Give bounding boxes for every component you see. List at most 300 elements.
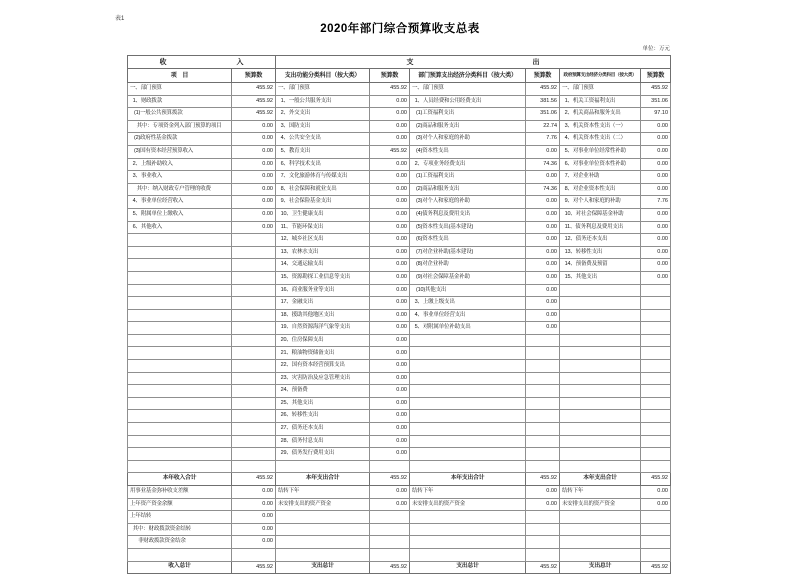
budget-value-cell — [641, 360, 671, 373]
budget-value-cell: 455.92 — [232, 561, 276, 574]
corner-note: 表1 — [115, 16, 125, 22]
budget-value-cell: 0.00 — [232, 511, 276, 524]
table-row — [128, 360, 671, 373]
item-label-cell — [410, 536, 526, 549]
budget-value-cell: 0.00 — [232, 158, 276, 171]
budget-value-cell: 0.00 — [232, 120, 276, 133]
item-label-cell: 2、机关商品和服务支出 — [560, 108, 641, 121]
item-label-cell: (6)资本性支出 — [410, 234, 526, 247]
budget-value-cell — [526, 536, 560, 549]
budget-value-cell: 0.00 — [526, 271, 560, 284]
item-label-cell — [560, 435, 641, 448]
budget-value-cell: 0.00 — [526, 246, 560, 259]
item-label-cell: (9)对社会保障基金补助 — [410, 271, 526, 284]
budget-value-cell: 0.00 — [370, 397, 410, 410]
budget-value-cell — [370, 460, 410, 473]
budget-value-cell — [641, 523, 671, 536]
item-label-cell — [560, 448, 641, 461]
item-label-cell: 18、援助其他地区支出 — [276, 309, 370, 322]
budget-value-cell — [641, 448, 671, 461]
budget-value-cell: 0.00 — [526, 297, 560, 310]
budget-value-cell: 0.00 — [526, 196, 560, 209]
budget-value-cell: 0.00 — [526, 284, 560, 297]
item-label-cell: 21、粮油物资储备支出 — [276, 347, 370, 360]
table-row — [128, 309, 671, 322]
budget-value-cell: 0.00 — [370, 297, 410, 310]
item-label-cell — [410, 435, 526, 448]
item-label-cell: 2、专项业务经费支出 — [410, 158, 526, 171]
item-label-cell: 本年支出合计 — [560, 473, 641, 486]
item-label-cell — [560, 397, 641, 410]
budget-value-cell: 455.92 — [232, 95, 276, 108]
item-label-cell — [128, 246, 232, 259]
table-row — [128, 208, 671, 221]
table-row — [128, 183, 671, 196]
item-label-cell: 3、上缴上级支出 — [410, 297, 526, 310]
budget-value-cell: 0.00 — [641, 259, 671, 272]
budget-value-cell: 22.74 — [526, 120, 560, 133]
budget-value-cell: 0.00 — [370, 448, 410, 461]
item-label-cell: (3)对个人和家庭的补助 — [410, 196, 526, 209]
unit-note: 单位：万元 — [642, 46, 670, 52]
budget-value-cell: 455.92 — [641, 83, 671, 96]
budget-value-cell — [526, 360, 560, 373]
budget-value-cell: 0.00 — [370, 435, 410, 448]
budget-summary-table — [127, 55, 671, 574]
table-row — [128, 372, 671, 385]
item-label-cell: 一、部门预算 — [560, 83, 641, 96]
item-label-cell: 5、教育支出 — [276, 145, 370, 158]
budget-value-cell: 0.00 — [370, 423, 410, 436]
item-label-cell: 支出总计 — [560, 561, 641, 574]
item-label-cell: 12、债务还本支出 — [560, 234, 641, 247]
item-label-cell: 7、对企业补助 — [560, 171, 641, 184]
item-label-cell: 本年支出合计 — [276, 473, 370, 486]
budget-value-cell: 0.00 — [232, 133, 276, 146]
budget-value-cell — [526, 435, 560, 448]
budget-value-cell: 381.56 — [526, 95, 560, 108]
item-label-cell — [560, 410, 641, 423]
item-label-cell — [276, 548, 370, 561]
budget-value-cell: 0.00 — [526, 234, 560, 247]
item-label-cell: 收入总计 — [128, 561, 232, 574]
budget-value-cell: 0.00 — [641, 158, 671, 171]
item-label-cell: 26、转移性支出 — [276, 410, 370, 423]
item-label-cell: 11、节能环保支出 — [276, 221, 370, 234]
budget-value-cell — [232, 372, 276, 385]
table-row — [128, 297, 671, 310]
budget-value-cell: 0.00 — [232, 221, 276, 234]
budget-value-cell — [641, 548, 671, 561]
item-label-cell — [410, 334, 526, 347]
item-label-cell: 23、灾害防治及应急管理支出 — [276, 372, 370, 385]
budget-value-cell: 0.00 — [370, 410, 410, 423]
table-row — [128, 133, 671, 146]
item-label-cell: 2、外交支出 — [276, 108, 370, 121]
table-row — [128, 145, 671, 158]
budget-value-cell: 0.00 — [370, 158, 410, 171]
table-row — [128, 171, 671, 184]
item-label-cell: 3、机关资本性支出（一） — [560, 120, 641, 133]
budget-value-cell — [641, 334, 671, 347]
item-label-cell — [128, 423, 232, 436]
budget-value-cell: 0.00 — [370, 309, 410, 322]
item-label-cell: 14、预备费及预留 — [560, 259, 641, 272]
item-label-cell: 27、债务还本支出 — [276, 423, 370, 436]
budget-value-cell — [641, 460, 671, 473]
budget-value-cell: 0.00 — [370, 322, 410, 335]
item-label-cell — [276, 536, 370, 549]
item-label-cell: (2)政府性基金拨款 — [128, 133, 232, 146]
budget-value-cell: 0.00 — [526, 171, 560, 184]
item-label-cell — [410, 397, 526, 410]
item-label-cell — [560, 360, 641, 373]
budget-value-cell: 0.00 — [526, 208, 560, 221]
item-label-cell: 13、农林水支出 — [276, 246, 370, 259]
table-row — [128, 246, 671, 259]
item-label-cell — [560, 385, 641, 398]
budget-value-cell — [526, 334, 560, 347]
table-row — [128, 95, 671, 108]
budget-value-cell — [641, 284, 671, 297]
budget-value-cell — [370, 548, 410, 561]
item-label-cell: (1)一般公共预算拨款 — [128, 108, 232, 121]
item-label-cell: 28、债务付息支出 — [276, 435, 370, 448]
item-label-cell: 一、部门预算 — [410, 83, 526, 96]
item-label-cell: 20、住房保障支出 — [276, 334, 370, 347]
item-label-cell: 24、预备费 — [276, 385, 370, 398]
budget-value-cell — [232, 548, 276, 561]
item-label-cell — [410, 548, 526, 561]
budget-value-cell — [232, 259, 276, 272]
budget-value-cell — [526, 548, 560, 561]
budget-value-cell — [526, 523, 560, 536]
budget-value-cell — [232, 347, 276, 360]
item-label-cell: (1)工资福利支出 — [410, 171, 526, 184]
col-header-budget: 预算数 — [641, 69, 671, 83]
item-label-cell: 未安排支出的资产资金 — [276, 498, 370, 511]
item-label-cell: 其中：专项资金列入部门预算的项目 — [128, 120, 232, 133]
budget-value-cell — [232, 322, 276, 335]
table-row — [128, 196, 671, 209]
budget-value-cell: 0.00 — [641, 208, 671, 221]
item-label-cell: 1、一般公共服务支出 — [276, 95, 370, 108]
item-label-cell: (4)资本性支出 — [410, 145, 526, 158]
budget-value-cell: 0.00 — [370, 284, 410, 297]
item-label-cell — [560, 297, 641, 310]
section-header-row — [128, 56, 671, 69]
col-header-dept-economic-class: 部门预算支出经济分类科目（按大类） — [410, 69, 526, 83]
item-label-cell — [276, 523, 370, 536]
item-label-cell: 8、社会保障和就业支出 — [276, 183, 370, 196]
budget-value-cell: 0.00 — [370, 360, 410, 373]
expenditure-section-header: 支 出 — [276, 56, 671, 69]
item-label-cell: 3、国防支出 — [276, 120, 370, 133]
budget-value-cell — [641, 423, 671, 436]
item-label-cell: 15、其他支出 — [560, 271, 641, 284]
budget-value-cell: 0.00 — [370, 108, 410, 121]
item-label-cell: 4、事业单位经营支出 — [410, 309, 526, 322]
item-label-cell — [560, 423, 641, 436]
budget-value-cell: 0.00 — [641, 221, 671, 234]
budget-value-cell: 0.00 — [370, 385, 410, 398]
item-label-cell — [410, 460, 526, 473]
item-label-cell: (2)商品和服务支出 — [410, 183, 526, 196]
budget-value-cell: 0.00 — [370, 372, 410, 385]
budget-value-cell: 74.36 — [526, 158, 560, 171]
budget-value-cell — [641, 397, 671, 410]
budget-value-cell: 0.00 — [526, 259, 560, 272]
item-label-cell: 13、转移性支出 — [560, 246, 641, 259]
budget-value-cell — [641, 410, 671, 423]
item-label-cell: 支出总计 — [410, 561, 526, 574]
budget-value-cell — [641, 322, 671, 335]
budget-value-cell: 0.00 — [526, 322, 560, 335]
table-row — [128, 536, 671, 549]
item-label-cell — [128, 284, 232, 297]
budget-value-cell: 0.00 — [641, 486, 671, 499]
budget-value-cell — [232, 234, 276, 247]
item-label-cell — [128, 322, 232, 335]
table-row — [128, 486, 671, 499]
item-label-cell: 未安排支出的资产资金 — [560, 498, 641, 511]
item-label-cell — [128, 448, 232, 461]
budget-value-cell: 455.92 — [232, 473, 276, 486]
item-label-cell: 1、机关工资福利支出 — [560, 95, 641, 108]
budget-value-cell — [641, 372, 671, 385]
budget-value-cell: 0.00 — [232, 536, 276, 549]
table-row — [128, 221, 671, 234]
budget-value-cell: 455.92 — [526, 473, 560, 486]
budget-value-cell: 0.00 — [641, 234, 671, 247]
budget-value-cell: 0.00 — [232, 145, 276, 158]
budget-value-cell: 455.92 — [370, 561, 410, 574]
item-label-cell — [410, 523, 526, 536]
item-label-cell — [560, 347, 641, 360]
item-label-cell: 4、公共安全支出 — [276, 133, 370, 146]
budget-value-cell: 7.76 — [526, 133, 560, 146]
item-label-cell — [560, 372, 641, 385]
item-label-cell: 4、事业单位经营收入 — [128, 196, 232, 209]
budget-value-cell: 455.92 — [370, 473, 410, 486]
item-label-cell — [410, 372, 526, 385]
item-label-cell — [560, 334, 641, 347]
col-header-functional-class: 支出功能分类科目（按大类） — [276, 69, 370, 83]
budget-value-cell: 0.00 — [370, 334, 410, 347]
budget-value-cell: 0.00 — [370, 171, 410, 184]
budget-value-cell: 0.00 — [232, 498, 276, 511]
item-label-cell: 1、财政拨款 — [128, 95, 232, 108]
budget-value-cell: 0.00 — [641, 246, 671, 259]
budget-value-cell — [370, 511, 410, 524]
item-label-cell: 8、对企业资本性支出 — [560, 183, 641, 196]
item-label-cell: 29、债务发行费用支出 — [276, 448, 370, 461]
budget-value-cell — [232, 423, 276, 436]
budget-value-cell — [232, 410, 276, 423]
budget-value-cell — [232, 460, 276, 473]
item-label-cell — [128, 372, 232, 385]
budget-value-cell: 0.00 — [232, 523, 276, 536]
budget-value-cell: 455.92 — [232, 108, 276, 121]
col-header-budget: 预算数 — [370, 69, 410, 83]
item-label-cell: 17、金融支出 — [276, 297, 370, 310]
budget-value-cell — [232, 271, 276, 284]
col-header-item: 项 目 — [128, 69, 232, 83]
table-row — [128, 347, 671, 360]
budget-value-cell — [526, 460, 560, 473]
item-label-cell — [276, 460, 370, 473]
item-label-cell: 10、对社会保障基金补助 — [560, 208, 641, 221]
item-label-cell: 上年资产资金余额 — [128, 498, 232, 511]
table-row — [128, 511, 671, 524]
budget-value-cell: 0.00 — [370, 234, 410, 247]
col-header-gov-economic-class: 政府预算支出经济分类科目（按大类） — [560, 69, 641, 83]
budget-value-cell — [232, 435, 276, 448]
budget-value-cell — [526, 347, 560, 360]
item-label-cell — [410, 423, 526, 436]
item-label-cell — [276, 511, 370, 524]
budget-value-cell — [526, 385, 560, 398]
table-row — [128, 523, 671, 536]
budget-value-cell: 0.00 — [370, 221, 410, 234]
item-label-cell: 16、商业服务业等支出 — [276, 284, 370, 297]
item-label-cell — [128, 360, 232, 373]
budget-value-cell: 0.00 — [641, 145, 671, 158]
budget-value-cell — [526, 397, 560, 410]
item-label-cell — [128, 460, 232, 473]
budget-value-cell: 0.00 — [641, 133, 671, 146]
item-label-cell: 12、城乡社区支出 — [276, 234, 370, 247]
budget-value-cell — [232, 297, 276, 310]
budget-value-cell — [641, 435, 671, 448]
item-label-cell: 一、部门预算 — [276, 83, 370, 96]
item-label-cell: 2、上级补助收入 — [128, 158, 232, 171]
budget-value-cell — [641, 309, 671, 322]
budget-value-cell: 74.36 — [526, 183, 560, 196]
budget-value-cell — [232, 360, 276, 373]
item-label-cell: 一、部门预算 — [128, 83, 232, 96]
item-label-cell: 4、机关资本性支出（二） — [560, 133, 641, 146]
budget-value-cell: 351.06 — [641, 95, 671, 108]
budget-value-cell — [370, 536, 410, 549]
item-label-cell: 其中：纳入财政专户管理的收费 — [128, 183, 232, 196]
budget-value-cell — [232, 309, 276, 322]
budget-value-cell: 0.00 — [370, 347, 410, 360]
budget-value-cell: 455.92 — [370, 145, 410, 158]
total-row — [128, 561, 671, 574]
item-label-cell — [410, 347, 526, 360]
item-label-cell — [410, 511, 526, 524]
budget-value-cell — [526, 372, 560, 385]
table-row — [128, 548, 671, 561]
income-section-header: 收 入 — [128, 56, 276, 69]
item-label-cell: 5、对附属单位补助支出 — [410, 322, 526, 335]
item-label-cell: 5、附属单位上缴收入 — [128, 208, 232, 221]
item-label-cell: 10、卫生健康支出 — [276, 208, 370, 221]
table-row — [128, 448, 671, 461]
item-label-cell — [410, 385, 526, 398]
budget-value-cell — [526, 410, 560, 423]
item-label-cell — [560, 548, 641, 561]
item-label-cell — [128, 234, 232, 247]
column-header-row — [128, 69, 671, 83]
budget-value-cell: 0.00 — [641, 120, 671, 133]
page-title: 2020年部门综合预算收支总表 — [320, 23, 480, 35]
total-row — [128, 473, 671, 486]
table-row — [128, 271, 671, 284]
item-label-cell: 6、科学技术支出 — [276, 158, 370, 171]
budget-value-cell — [641, 297, 671, 310]
item-label-cell — [128, 410, 232, 423]
budget-value-cell: 0.00 — [232, 486, 276, 499]
budget-value-cell: 455.92 — [641, 473, 671, 486]
item-label-cell: 上年结转 — [128, 511, 232, 524]
budget-value-cell — [232, 284, 276, 297]
item-label-cell — [128, 548, 232, 561]
item-label-cell: (7)对企业补助(基本建设) — [410, 246, 526, 259]
table-row — [128, 460, 671, 473]
item-label-cell — [128, 334, 232, 347]
item-label-cell — [128, 347, 232, 360]
item-label-cell: (3)对个人和家庭的补助 — [410, 133, 526, 146]
item-label-cell: 14、交通运输支出 — [276, 259, 370, 272]
budget-value-cell: 455.92 — [526, 561, 560, 574]
item-label-cell: (4)债务利息及费用支出 — [410, 208, 526, 221]
budget-value-cell — [232, 448, 276, 461]
budget-value-cell: 0.00 — [370, 259, 410, 272]
budget-value-cell: 351.06 — [526, 108, 560, 121]
item-label-cell: 6、其他收入 — [128, 221, 232, 234]
item-label-cell: 19、自然资源海洋气象等支出 — [276, 322, 370, 335]
table-row — [128, 259, 671, 272]
item-label-cell: 22、国有资本经营预算支出 — [276, 360, 370, 373]
item-label-cell — [560, 523, 641, 536]
budget-value-cell — [526, 511, 560, 524]
budget-value-cell: 0.00 — [526, 145, 560, 158]
budget-value-cell: 455.92 — [232, 83, 276, 96]
budget-value-cell: 0.00 — [370, 196, 410, 209]
budget-value-cell: 0.00 — [641, 171, 671, 184]
budget-value-cell: 0.00 — [641, 271, 671, 284]
item-label-cell: 9、社会保险基金支出 — [276, 196, 370, 209]
item-label-cell: 本年收入合计 — [128, 473, 232, 486]
budget-value-cell — [526, 448, 560, 461]
budget-table-body — [128, 83, 671, 574]
budget-value-cell: 0.00 — [370, 246, 410, 259]
budget-value-cell: 97.10 — [641, 108, 671, 121]
budget-value-cell: 0.00 — [232, 196, 276, 209]
budget-value-cell: 0.00 — [370, 208, 410, 221]
item-label-cell: 15、资源勘探工业信息等支出 — [276, 271, 370, 284]
budget-value-cell: 0.00 — [641, 498, 671, 511]
table-row — [128, 385, 671, 398]
item-label-cell: 本年支出合计 — [410, 473, 526, 486]
item-label-cell — [128, 397, 232, 410]
item-label-cell: 25、其他支出 — [276, 397, 370, 410]
item-label-cell: (5)资本性支出(基本建设) — [410, 221, 526, 234]
budget-value-cell — [641, 511, 671, 524]
item-label-cell — [410, 410, 526, 423]
table-row — [128, 108, 671, 121]
item-label-cell: 支出总计 — [276, 561, 370, 574]
budget-value-cell — [641, 536, 671, 549]
table-row — [128, 234, 671, 247]
item-label-cell: (1)工资福利支出 — [410, 108, 526, 121]
budget-value-cell: 0.00 — [232, 171, 276, 184]
budget-value-cell: 0.00 — [232, 183, 276, 196]
budget-value-cell: 0.00 — [232, 208, 276, 221]
budget-value-cell: 0.00 — [641, 183, 671, 196]
